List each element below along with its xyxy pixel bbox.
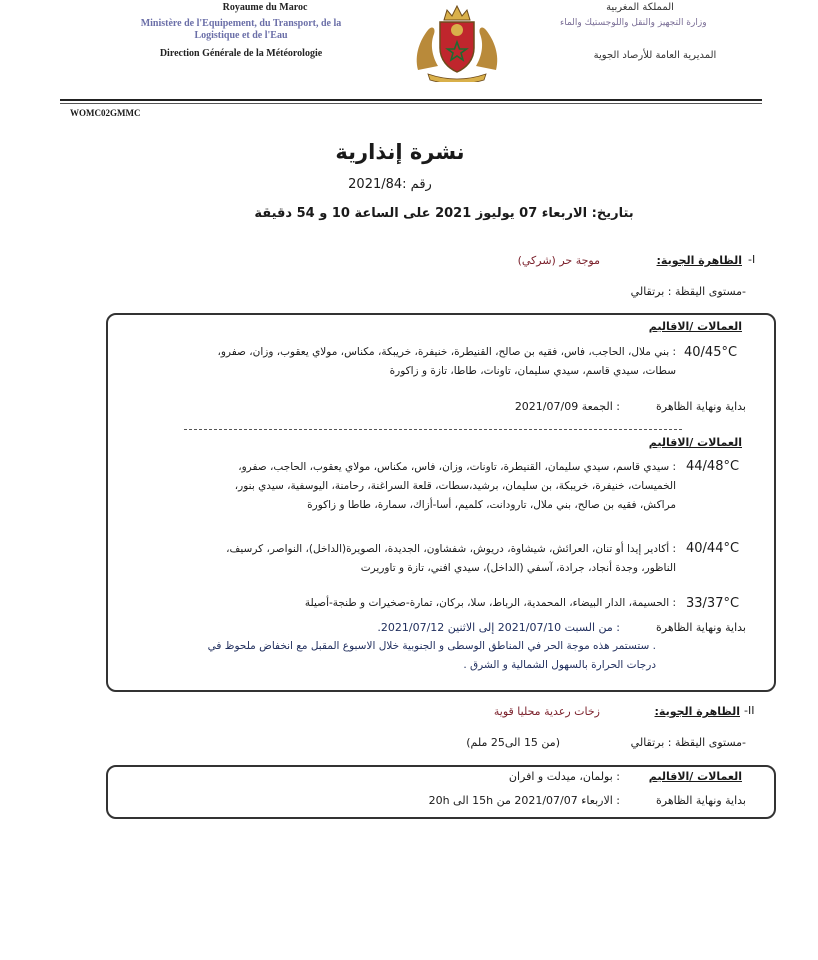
group2-regions-a-line3: مراكش، فقيه بن صالح، بني ملال، تارودانت، كلميم، أسا-أزاك، سمارة، طاطا و زاكورة	[307, 499, 676, 511]
bulletin-title: نشرة إنذارية	[335, 140, 465, 164]
section1-note-line1: . ستستمر هذه موجة الحر في المناطق الوسطى و الجنوبية خلال الاسبوع المقبل مع انخفاض ملحوظ في	[207, 640, 656, 652]
section1-phenomenon-label: الظاهرة الجوية:	[656, 254, 742, 267]
group2-temperature-c: 33/37°C	[686, 596, 740, 611]
coat-of-arms-icon	[410, 0, 504, 82]
group2-regions-c: : الحسيمة، الدار البيضاء، المحمدية، الرباط، سلا، بركان، تمارة-صخيرات و طنجة-أصيلة	[304, 597, 676, 609]
group2-temperature-a: 44/48°C	[686, 459, 740, 474]
group-separator	[184, 429, 682, 430]
section1-phenomenon-value: موجة حر (شركي)	[517, 254, 600, 267]
section2-period-label: بداية ونهاية الظاهرة	[655, 794, 746, 807]
section2-phenomenon-value: زخات رعدية محليا قوية	[493, 705, 600, 718]
section2-period-value: : الاربعاء 2021/07/07 من 15h الى 20h	[428, 794, 620, 807]
section2-alert-level: -مستوى اليقظة : برتقالي	[630, 736, 746, 749]
group1-period-label: بداية ونهاية الظاهرة	[655, 400, 746, 413]
header-direction-ar: المديرية العامة للأرصاد الجوية	[593, 50, 717, 61]
section1-alert-level: -مستوى اليقظة : برتقالي	[630, 285, 746, 298]
group1-period-value: : الجمعة 2021/07/09	[514, 400, 620, 413]
header-kingdom-ar: المملكة المغربية	[606, 2, 674, 13]
section2-phenomenon-label: الظاهرة الجوية:	[654, 705, 740, 718]
group2-temperature-b: 40/44°C	[686, 541, 740, 556]
group2-regions-a-line1: : سيدي قاسم، سيدي سليمان، القنيطرة، تاونات، وزان، فاس، مكناس، مولاي يعقوب، الحاجب، صفرو،	[238, 461, 676, 473]
header-direction-fr: Direction Générale de la Météorologie	[159, 48, 323, 59]
header-ministry-ar: وزارة التجهيز والنقل واللوجستيك والماء	[560, 18, 707, 28]
section1-numeral: -I	[748, 253, 756, 266]
header-kingdom-fr: Royaume du Maroc	[222, 2, 308, 13]
header-ministry-fr: Ministère de l'Equipement, du Transport, de la Logistique et de l'Eau	[140, 18, 342, 41]
bulletin-number: رقم :2021/84	[348, 177, 432, 192]
section2-alert-amount: (من 15 الى25 ملم)	[466, 736, 560, 749]
section2-provinces-label: العمالات /الاقاليم	[648, 770, 742, 783]
bulletin-date: بتاريخ: الاربعاء 07 يوليوز 2021 على الساعة 10 و 54 دقيقة	[254, 206, 634, 221]
group2-period-value: : من السبت 2021/07/10 إلى الاثنين 2021/07/12.	[377, 621, 620, 634]
header-rule-thick	[60, 99, 762, 101]
group1-regions-line2: سطات، سيدي قاسم، سيدي سليمان، تاونات، طاطا، تازة و زاكورة	[389, 365, 676, 377]
section1-provinces-label: العمالات /الاقاليم	[648, 320, 742, 333]
section2-provinces-value: : بولمان، ميدلت و افران	[508, 770, 620, 783]
header-rule-thin	[60, 103, 762, 104]
group2-regions-b-line1: : أكادير إيدا أو تنان، العرائش، شيشاوة، دريوش، شفشاون، الجديدة، الصويرة(الداخل)، النواصر، كرسيف،	[226, 543, 676, 555]
section2-numeral: -II	[744, 704, 755, 717]
group1-temperature: 40/45°C	[684, 345, 738, 360]
section1-note-line2: درجات الحرارة بالسهول الشمالية و الشرق .	[463, 659, 656, 671]
document-code: WOMC02GMMC	[70, 108, 141, 118]
group2-provinces-label: العمالات /الاقاليم	[648, 436, 742, 449]
group2-regions-b-line2: الناظور، وجدة أنجاد، جرادة، آسفي (الداخل)، سيدي افني، تازة و تاوريرت	[360, 562, 676, 574]
group1-regions-line1: : بني ملال، الحاجب، فاس، فقيه بن صالح، القنيطرة، خنيفرة، خريبكة، مكناس، مولاي يعقوب، وزان، صفرو،	[217, 346, 676, 358]
group2-period-label: بداية ونهاية الظاهرة	[655, 621, 746, 634]
group2-regions-a-line2: الخميسات، خنيفرة، خريبكة، بن سليمان، برشيد،سطات، قلعة السراغنة، رحامنة، اليوسفية، سيدي بنور،	[234, 480, 676, 492]
